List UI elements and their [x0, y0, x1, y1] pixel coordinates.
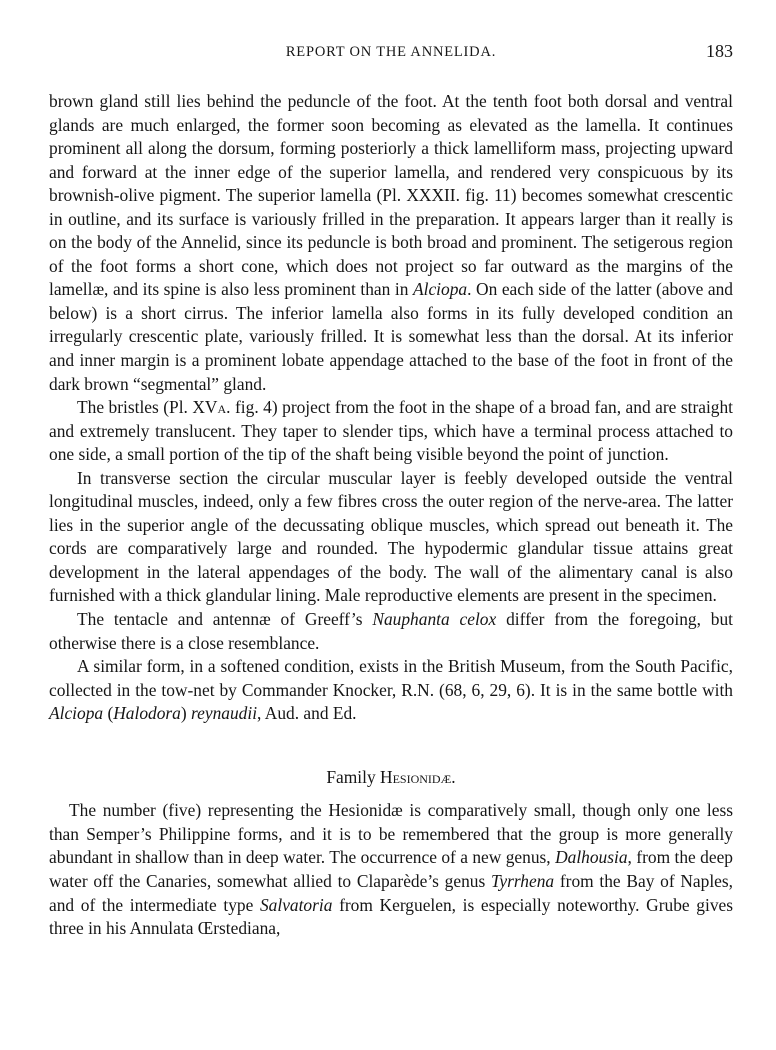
- italic-taxon-name: Nauphanta celox: [372, 609, 497, 630]
- italic-taxon-name: Halodora: [113, 703, 181, 724]
- text-run: differ from the foregoing, but otherwise there is a close resemblance.: [49, 609, 733, 653]
- paragraph: [49, 90, 733, 396]
- text-run: ): [180, 703, 192, 724]
- text-run: from the Bay of Naples, and of the intermediate type: [49, 870, 733, 915]
- paragraph: [49, 467, 733, 608]
- running-title: REPORT ON THE ANNELIDA.: [285, 44, 497, 60]
- paragraph: [49, 799, 733, 940]
- paragraph: [49, 655, 733, 726]
- small-caps-text: a: [217, 397, 227, 418]
- text-run: The bristles (Pl. XV: [77, 397, 218, 418]
- text-run: The number (five) representing the Hesionidæ is comparatively small, though only one less than Semper’s Philippine forms, and it is to be remembered that the group is more generally abundant in shallow than in deep water. The occurrence of a new genus,: [49, 800, 733, 868]
- text-run: brown gland still lies behind the peduncle of the foot. At the tenth foot both dorsal and ventral glands are much enlarged, the former soon becoming as elevated as the lamella. It continues prominent all along the dorsum, forming posteriorly a thick lamelliform mass, projecting upward and forward at the inner edge of the superior lamella, and rendered very conspicuous by its brownish-olive pigment. The superior lamella (Pl. XXXII. fig. 11) becomes somewhat crescentic in outline, and its surface is variously frilled in the preparation. It appears larger than it really is on the body of the Annelid, since its peduncle is both broad and prominent. The setigerous region of the foot forms a short cone, which does not project so far outward as the margins of the lamellæ, and its spine is also less prominent than in: [49, 91, 733, 300]
- section-heading-prefix: Family: [326, 766, 381, 787]
- running-head: [49, 41, 733, 66]
- italic-taxon-name: reynaudii: [191, 703, 258, 724]
- body-text: [49, 90, 733, 941]
- italic-taxon-name: Alciopa: [49, 703, 104, 724]
- paragraph: [49, 396, 733, 467]
- text-run: from Kerguelen, is especially noteworthy. Grube gives three in his Annulata Œrstediana,: [49, 894, 733, 939]
- text-run: (: [103, 703, 114, 724]
- italic-taxon-name: Salvatoria: [259, 894, 333, 915]
- page-number: 183: [706, 41, 733, 61]
- paragraph: [49, 608, 733, 655]
- text-run: , from the deep water off the Canaries, somewhat allied to Claparède’s genus: [49, 847, 733, 891]
- text-run: . On each side of the latter (above and below) is a short cirrus. The inferior lamella also forms in its fully developed condition an irregularly crescentic plate, variously frilled. It is somewhat less than the dorsal. At its inferior and inner margin is a prominent lobate appendage attached to the base of the foot in front of the dark brown “segmental” gland.: [49, 279, 733, 394]
- text-run: The tentacle and antennæ of Greeff’s: [77, 609, 373, 630]
- section-heading: [49, 766, 733, 790]
- text-run: In transverse section the circular muscular layer is feebly developed outside the ventral longitudinal muscles, indeed, only a few fibres cross the outer region of the nerve-area. The latter lies in the superior angle of the decussating oblique muscles, which spread out beneath it. The cords are comparatively large and rounded. The hypodermic glandular tissue attains great development in the lateral appendages of the body. The wall of the alimentary canal is also furnished with a thick glandular lining. Male reproductive elements are present in the specimen.: [49, 467, 733, 606]
- italic-taxon-name: Dalhousia: [555, 847, 628, 868]
- text-run: , Aud. and Ed.: [257, 703, 357, 724]
- italic-taxon-name: Alciopa: [413, 279, 468, 300]
- section-heading-family-name: Hesionidæ.: [380, 766, 456, 787]
- italic-taxon-name: Tyrrhena: [490, 870, 555, 891]
- text-run: A similar form, in a softened condition, exists in the British Museum, from the South Pacific, collected in the tow-net by Commander Knocker, R.N. (68, 6, 29, 6). It is in the same bottle with: [49, 656, 733, 700]
- text-run: . fig. 4) project from the foot in the shape of a broad fan, and are straight and extremely translucent. They taper to slender tips, which have a terminal process attached to one side, a small portion of the tip of the shaft being visible beyond the point of junction.: [49, 397, 734, 465]
